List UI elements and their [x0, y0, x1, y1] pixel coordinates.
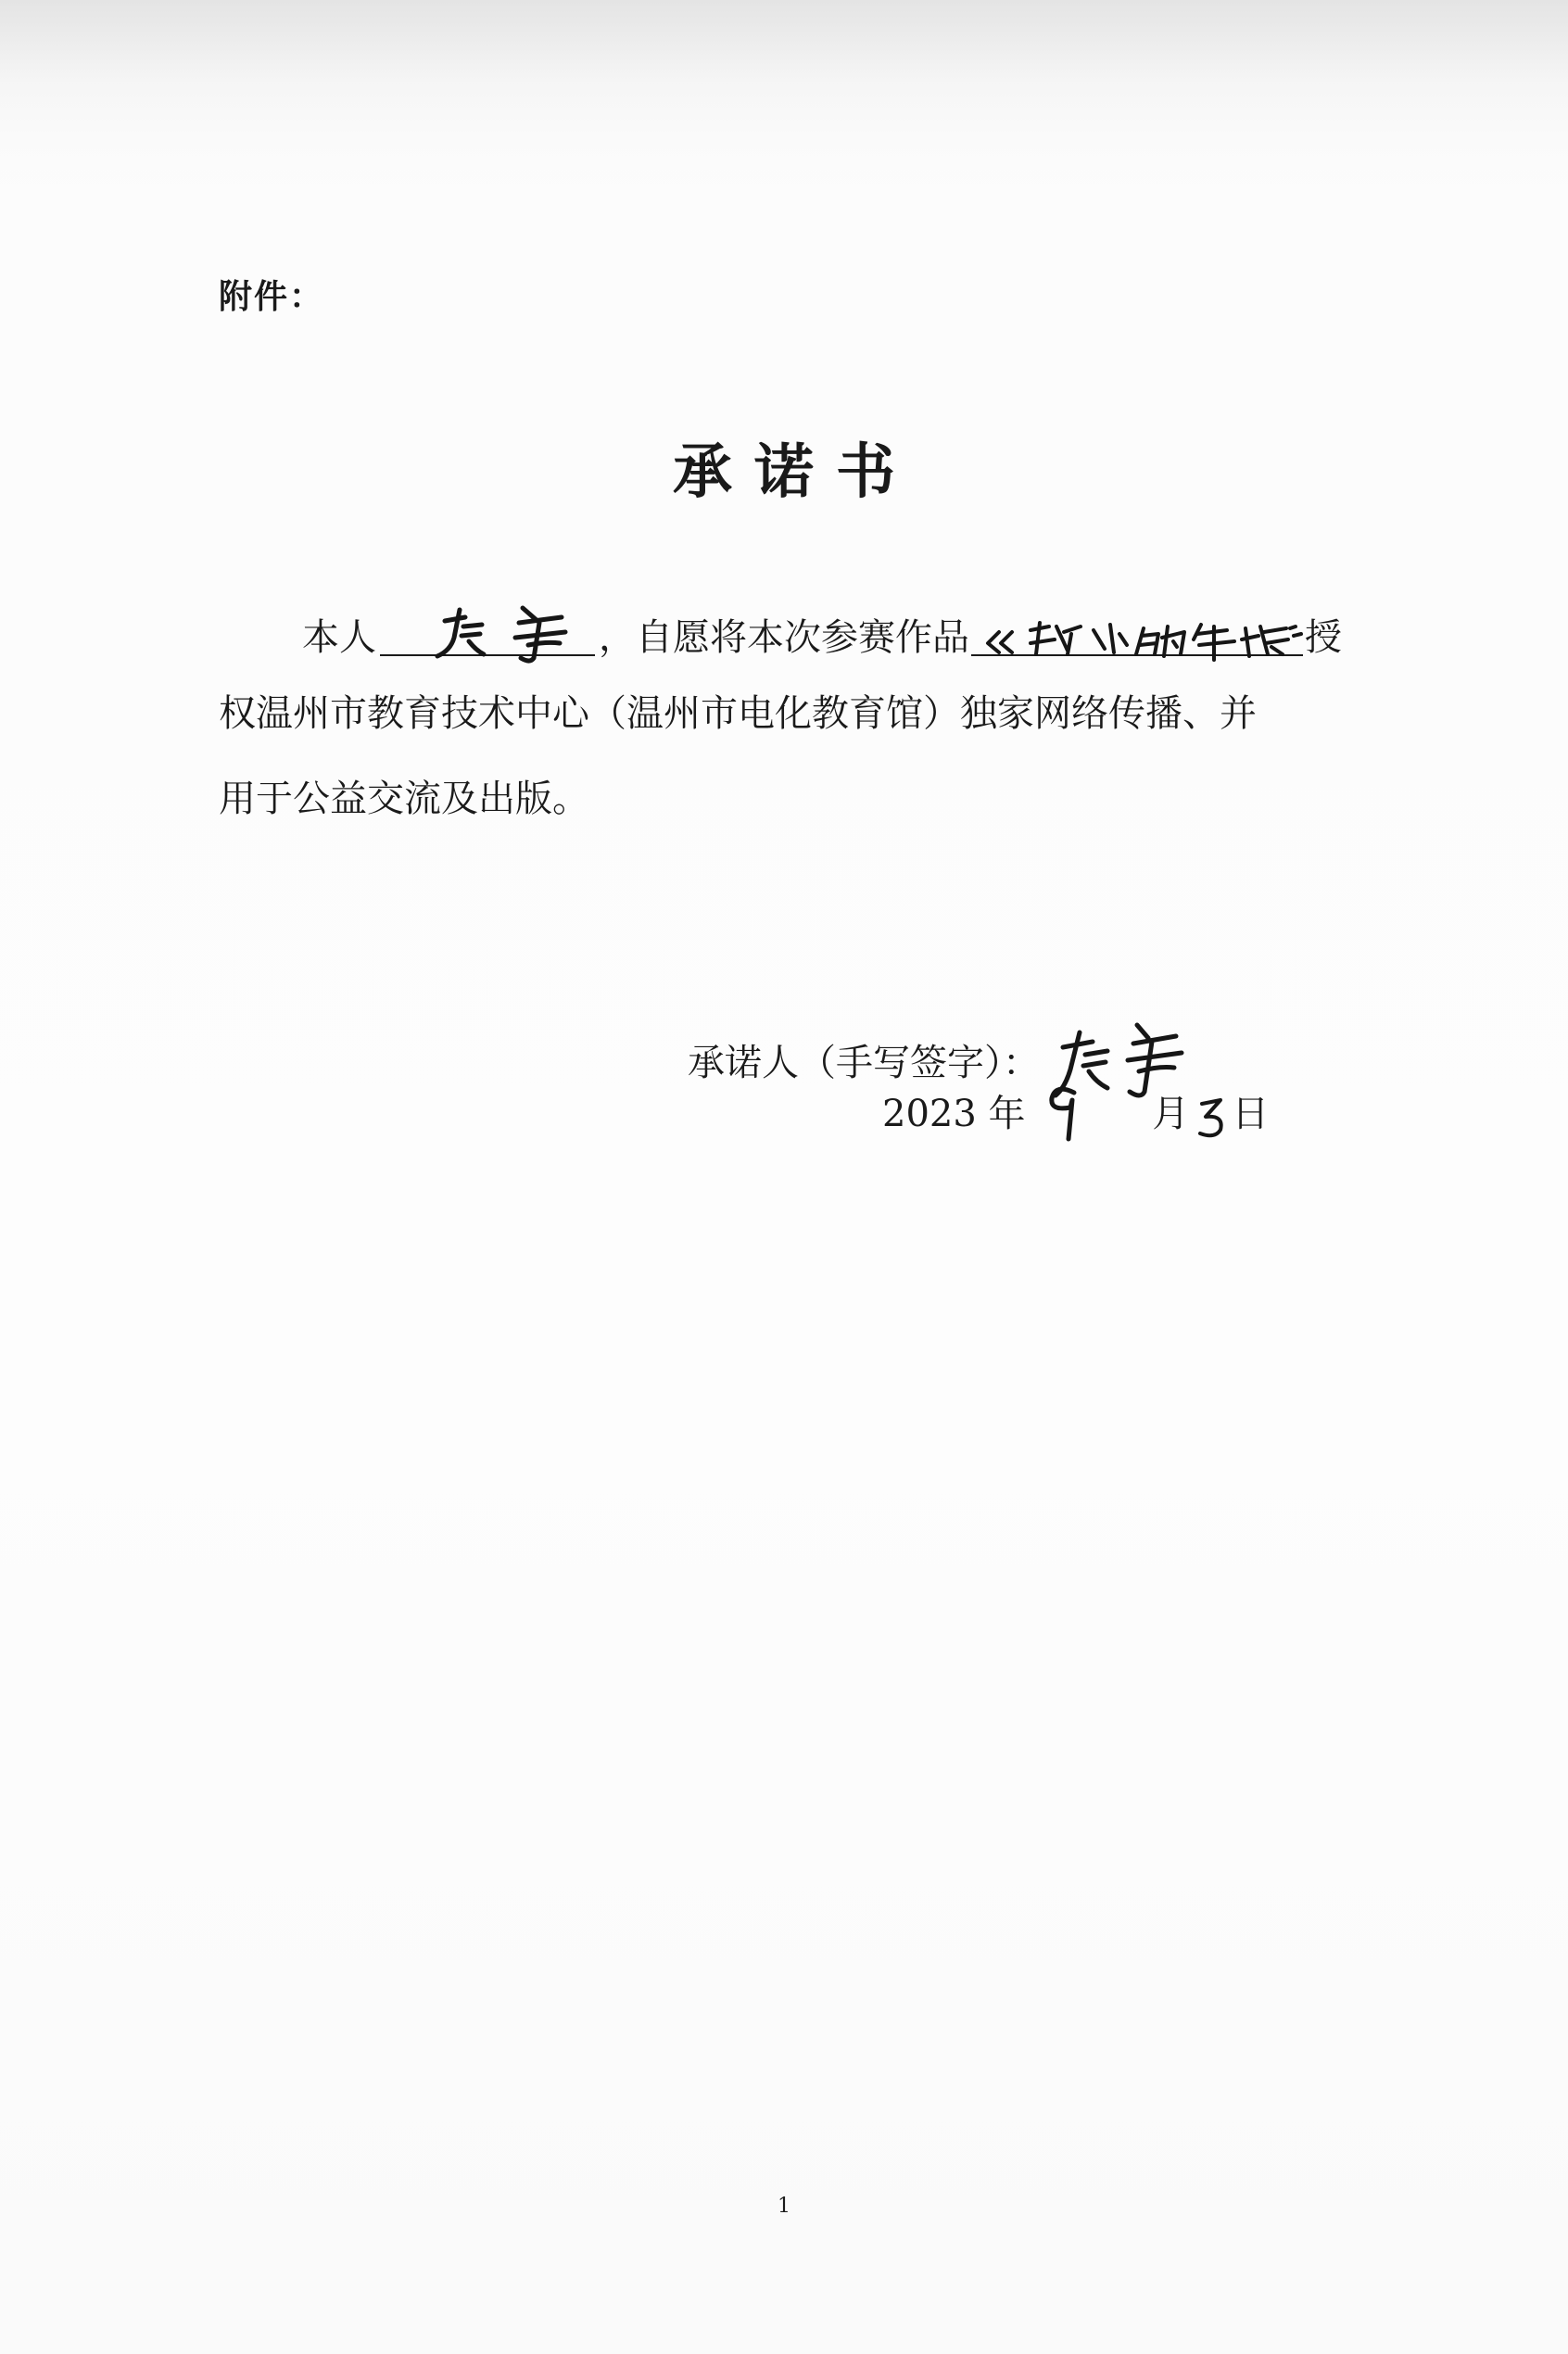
signature-label: 承诺人（手写签字）：: [688, 1042, 1040, 1084]
handwritten-month-digit: [1043, 1080, 1085, 1145]
name-blank: [380, 617, 595, 656]
attachment-label: 附件：: [219, 278, 325, 316]
paragraph-line-2: 权温州市教育技术中心（温州市电化教育馆）独家网络传播、并: [219, 692, 1257, 735]
handwritten-day: [1189, 1100, 1232, 1137]
work-title-blank: [971, 617, 1303, 656]
document-title: 承诺书: [673, 437, 917, 507]
line1-intro: 本人: [302, 616, 376, 659]
paragraph-line-1: [302, 616, 1470, 659]
handwritten-name-signature: [380, 589, 595, 664]
date-row: [882, 1084, 1269, 1137]
line1-mid: ，自愿将本次参赛作品: [599, 616, 969, 659]
page-number: 1: [778, 2195, 790, 2218]
scan-shadow: [0, 0, 1568, 204]
date-year-suffix: 年: [988, 1093, 1026, 1135]
paragraph-line-3: 用于公益交流及出版。: [219, 778, 589, 820]
handwritten-day-digit: [1193, 1091, 1230, 1143]
date-month-suffix: 月: [1152, 1093, 1190, 1135]
line1-end: 授: [1305, 616, 1342, 659]
handwritten-month: [1037, 1100, 1152, 1137]
handwritten-work-title: [971, 589, 1303, 664]
date-day-suffix: 日: [1232, 1093, 1270, 1135]
date-year: 2023: [882, 1093, 977, 1135]
